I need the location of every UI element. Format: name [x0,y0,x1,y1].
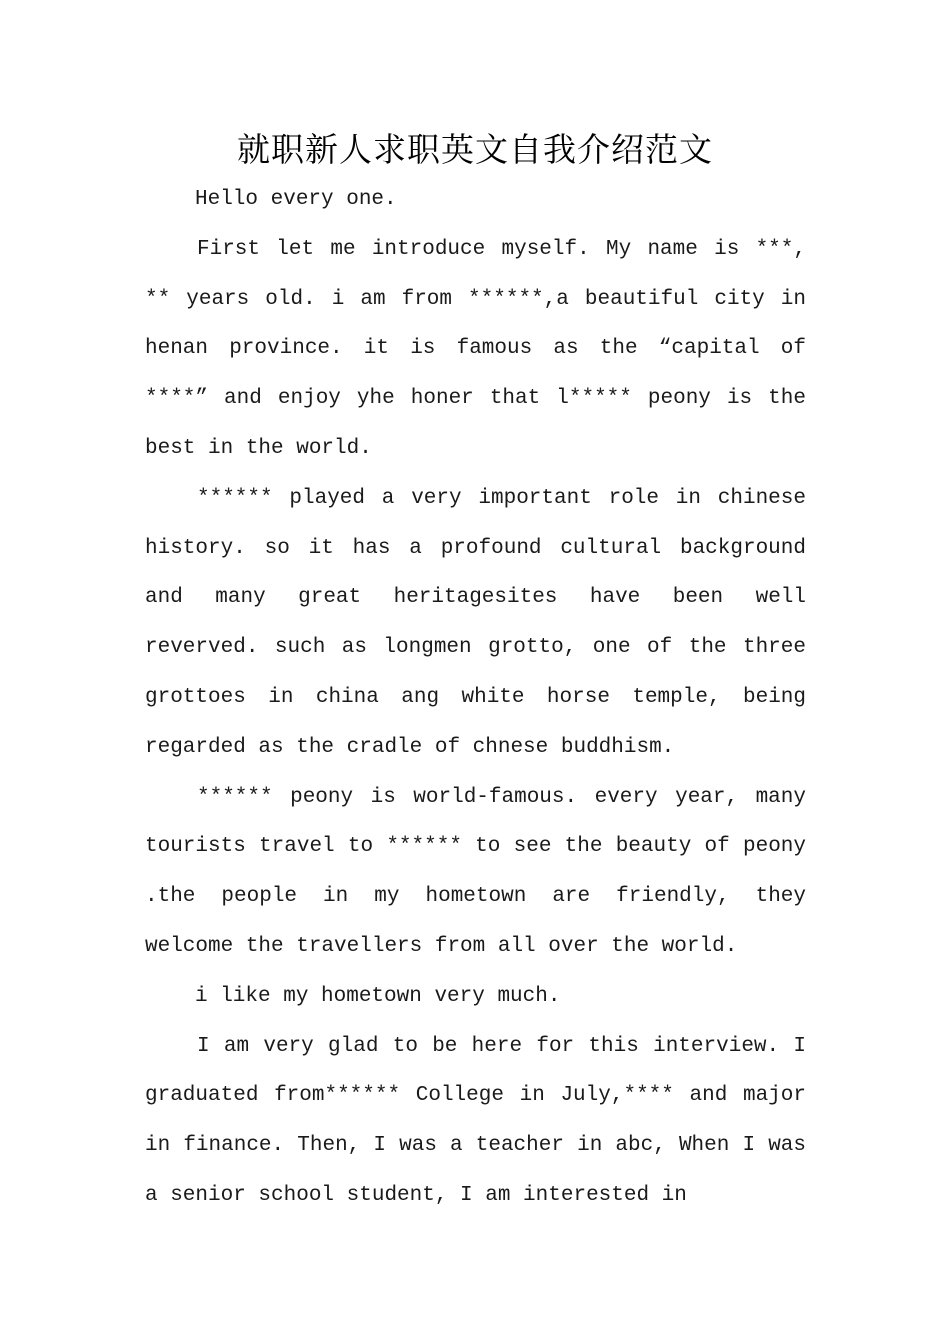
paragraph-peony: ****** peony is world-famous. every year, many tourists travel to ****** to see the beauty of peony .the people in my hometown are friendly, they welcome the travellers from all over the world. [145,785,806,958]
paragraph-introduction: First let me introduce myself. My name is ***, ** years old. i am from ******,a beautiful city in henan province. it is famous as the “capital of ****” and enjoy yhe honer that l***** peony is the best in the world. [145,237,806,460]
document-body [145,175,806,1221]
paragraph-interview: I am very glad to be here for this interview. I graduated from****** College in July,**** and major in finance. Then, I was a teacher in abc, When I was a senior school student, I am interested in [145,1034,806,1207]
paragraph-history: ****** played a very important role in chinese history. so it has a profound cultural background and many great heritagesites have been well reverved. such as longmen grotto, one of the three grottoes in china ang white horse temple, being regarded as the cradle of chnese buddhism. [145,486,806,759]
paragraph-hometown: i like my hometown very much. [195,984,561,1008]
paragraph-greeting: Hello every one. [195,188,397,211]
document-title: 就职新人求职英文自我介绍范文 [237,130,713,169]
